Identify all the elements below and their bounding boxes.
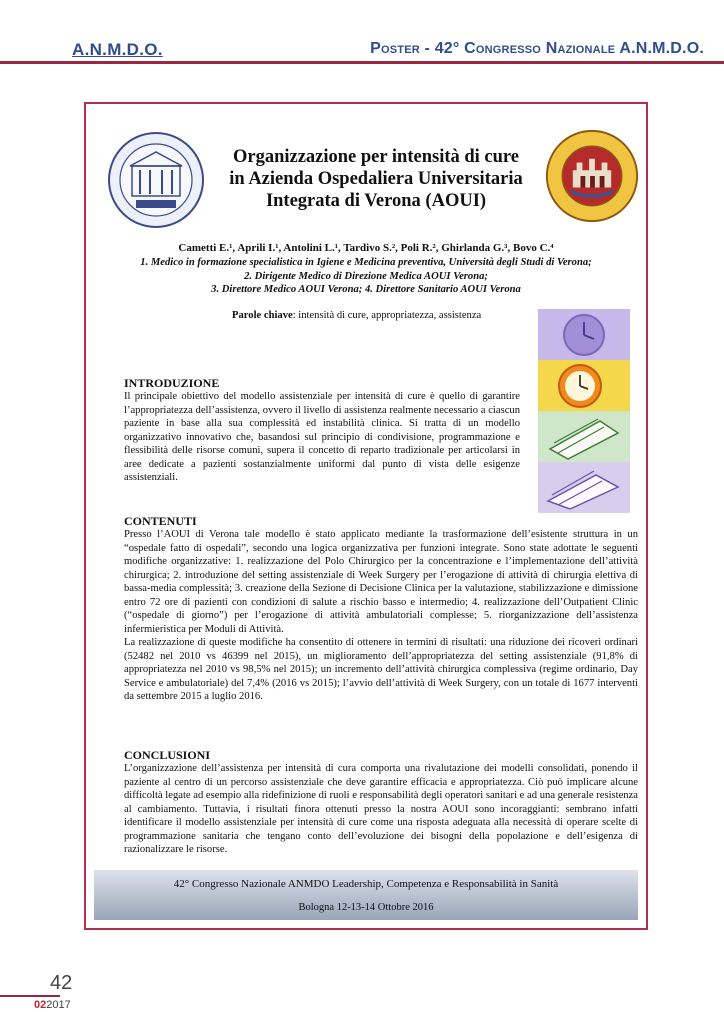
journal-logo: A.N.M.D.O. xyxy=(72,40,163,59)
section-conclusioni xyxy=(124,748,638,857)
title-line: in Azienda Ospedaliera Universitaria xyxy=(229,169,523,189)
affiliation-line: 2. Dirigente Medico di Direzione Medica AOUI Verona; xyxy=(244,270,488,282)
section-heading: CONTENUTI xyxy=(124,514,197,528)
side-image-stack xyxy=(538,309,630,513)
affiliation-line: 1. Medico in formazione specialistica in Igiene e Medicina preventiva, Università degli Studi di Verona; xyxy=(140,257,592,268)
header-rule xyxy=(0,61,724,64)
section-body: Presso l’AOUI di Verona tale modello è stato applicato mediante la trasformazione dell’esistente struttura in un “ospedale fatto di ospedali”, secondo una logica organizzativa per funzioni integrate. Sono state adottate le seguenti modifiche organizzative: 1. realizzazione del Polo Chirurgico per la concentrazione e l’implementazione dell’attività chirurgica; 2. introduzione del setting assistenziale di Week Surgery per l’erogazione di attività di chirurgia elettiva di bassa-media complessità; 3. creazione della Sezione di Decisione Clinica per la valutazione, stabilizzazione e dimissione entro 72 ore di pazienti con condizioni di salute a rischio basso e intermedio; 4. realizzazione dell’Outpatient Clinic (“ospedale di giorno”) per l’erogazione di attività ambulatoriali complesse; 5. riorganizzazione dell’assistenza infermieristica per Moduli di Attività. xyxy=(124,529,638,635)
keywords xyxy=(232,310,532,321)
title-line: Integrata di Verona (AOUI) xyxy=(265,191,487,211)
affiliation-line: 3. Direttore Medico AOUI Verona; 4. Direttore Sanitario AOUI Verona xyxy=(211,284,521,295)
section-introduzione xyxy=(124,376,520,485)
header-title: Poster - 42° Congresso Nazionale A.N.M.D.O. xyxy=(370,40,704,57)
title-line: Organizzazione per intensità di cure xyxy=(232,147,520,167)
universita-studi-verona-seal-icon xyxy=(544,128,640,224)
page-number: 42 xyxy=(50,972,73,994)
poster-title xyxy=(216,146,536,212)
yellow-clock-icon xyxy=(538,360,630,411)
authors: Cametti E.¹, Aprili I.¹, Antolini L.¹, Tardivo S.², Poli R.², Ghirlanda G.³, Bovo C.⁴ xyxy=(178,242,554,254)
purple-clock-icon xyxy=(538,309,630,360)
footer-location-date: Bologna 12-13-14 Ottobre 2016 xyxy=(298,902,434,913)
footer-congress: 42° Congresso Nazionale ANMDO Leadership, Competenza e Responsabilità in Sanità xyxy=(173,878,559,890)
section-body: La realizzazione di queste modifiche ha consentito di ottenere in termini di risultati: una riduzione dei ricoveri ordinari (52482 nel 2010 vs 46399 nel 2015), un miglioramento dell’appropriatezza del setting assistenziale (91,8% di appropriatezza nel 2010 vs 98,5% nel 2015); un incremento dell’attività chirurgica complessiva (regime ordinario, Day Service e ambulatoriale) del 7,4% (2016 vs 2015); l’avvio dell’attività di Week Surgery, con un totale di 1677 interventi da settembre 2015 a luglio 2016. xyxy=(124,637,638,702)
university-seal-icon xyxy=(106,130,206,230)
affiliations xyxy=(96,256,636,297)
section-body: L’organizzazione dell’assistenza per intensità di cura comporta una rivalutazione dei modelli consolidati, ponendo il paziente al centro di un percorso assistenziale che deve garantire efficacia e appropriatezza. Ciò può implicare alcune difficoltà legate ad esempio alla ridefinizione di ruoli e responsabilità degli operatori sanitari e ad una generale resistenza al cambiamento. Tuttavia, i risultati finora ottenuti presso la nostra AOUI sono incoraggianti: sembrano infatti identificare il modello assistenziale per intensità di cure come una risposta adeguata alla necessità di operare scelte di programmazione sanitaria che tengano conto dell’evoluzione dei bisogni della popolazione e dell’esigenza di razionalizzare le risorse. xyxy=(124,763,638,855)
purple-papers-icon xyxy=(538,462,630,513)
issue-number: 02 xyxy=(34,999,47,1011)
section-heading: INTRODUZIONE xyxy=(124,376,220,390)
issue-label xyxy=(34,999,71,1011)
green-papers-icon xyxy=(538,411,630,462)
section-heading: CONCLUSIONI xyxy=(124,748,211,762)
section-contenuti xyxy=(124,514,638,704)
keywords-label: Parole chiave xyxy=(232,310,293,321)
keywords-text: : intensità di cure, appropriatezza, assistenza xyxy=(292,310,482,321)
issue-year: 2017 xyxy=(46,999,71,1011)
poster xyxy=(84,102,648,930)
section-body: Il principale obiettivo del modello assistenziale per intensità di cure è quello di garantire l’appropriatezza dell’assistenza, ovvero il livello di assistenza realmente necessario a ciascun paziente in base alla sua complessità ed instabilità clinica. Si tratta di un modello organizzativo innovativo che, basandosi sul principio di condivisione, programmazione e flessibilità delle risorse comuni, supera il concetto di reparto tradizionale per articolarsi in aree dedicate a pazienti sostanzialmente uniformi dal punto di vista delle esigenze assistenziali. xyxy=(124,391,520,483)
page-rule xyxy=(0,995,60,997)
